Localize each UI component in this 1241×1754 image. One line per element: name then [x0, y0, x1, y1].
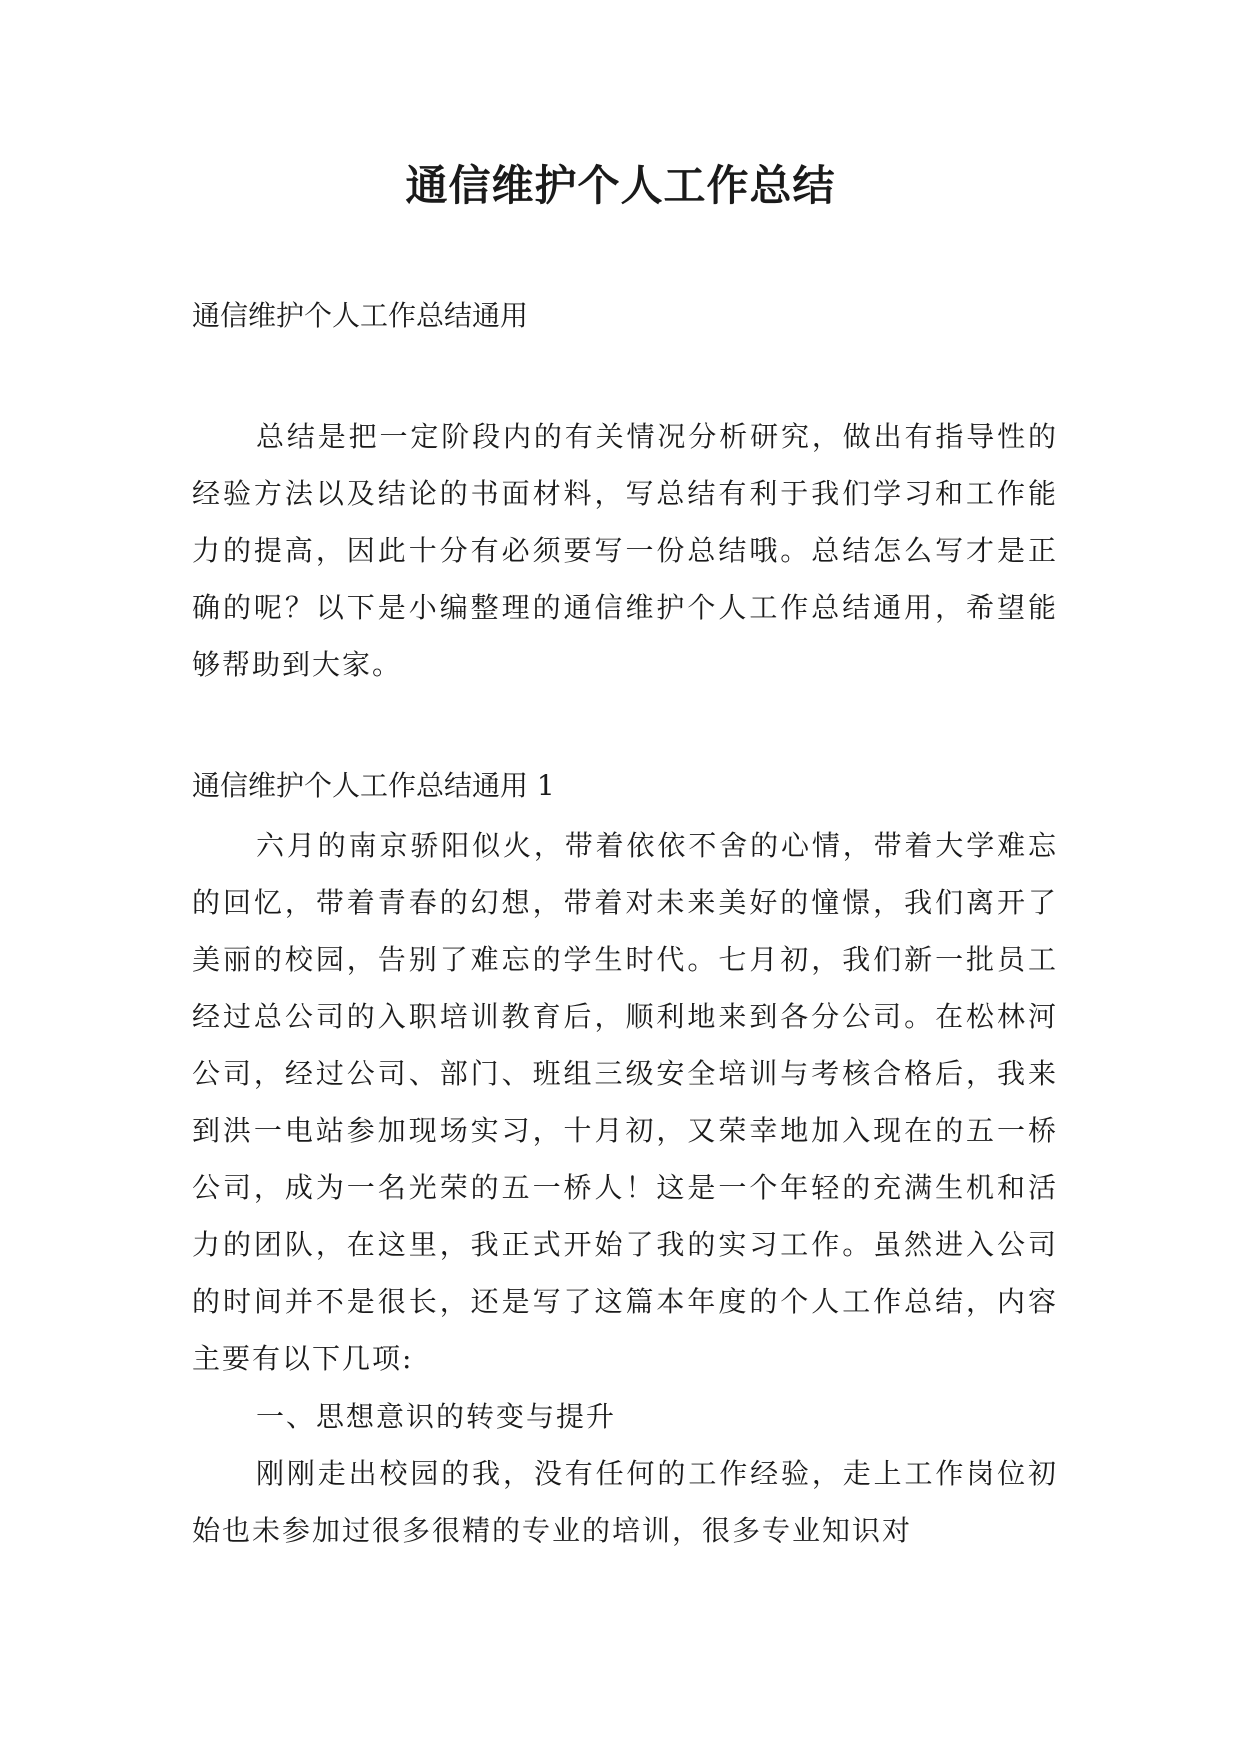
- sub-body-paragraph: 刚刚走出校园的我，没有任何的工作经验，走上工作岗位初始也未参加过很多很精的专业的培训，很多专业知识对: [192, 1457, 1058, 1547]
- intro-paragraph: 总结是把一定阶段内的有关情况分析研究，做出有指导性的经验方法以及结论的书面材料，写总结有利于我们学习和工作能力的提高，因此十分有必须要写一份总结哦。总结怎么写才是正确的呢？以下是小编整理的通信维护个人工作总结通用，希望能够帮助到大家。: [192, 420, 1058, 681]
- section-body-paragraph: 六月的南京骄阳似火，带着依依不舍的心情，带着大学难忘的回忆，带着青春的幻想，带着对未来美好的憧憬，我们离开了美丽的校园，告别了难忘的学生时代。七月初，我们新一批员工经过总公司的入职培训教育后，顺利地来到各分公司。在松林河公司，经过公司、部门、班组三级安全培训与考核合格后，我来到洪一电站参加现场实习，十月初，又荣幸地加入现在的五一桥公司，成为一名光荣的五一桥人！这是一个年轻的充满生机和活力的团队，在这里，我正式开始了我的实习工作。虽然进入公司的时间并不是很长，还是写了这篇本年度的个人工作总结，内容主要有以下几项:: [192, 829, 1058, 1375]
- sub-heading: 一、思想意识的转变与提升: [256, 1400, 617, 1433]
- section-heading: 通信维护个人工作总结通用 1: [192, 769, 555, 802]
- document-subtitle: 通信维护个人工作总结通用: [192, 299, 529, 332]
- document-title: 通信维护个人工作总结: [405, 161, 836, 210]
